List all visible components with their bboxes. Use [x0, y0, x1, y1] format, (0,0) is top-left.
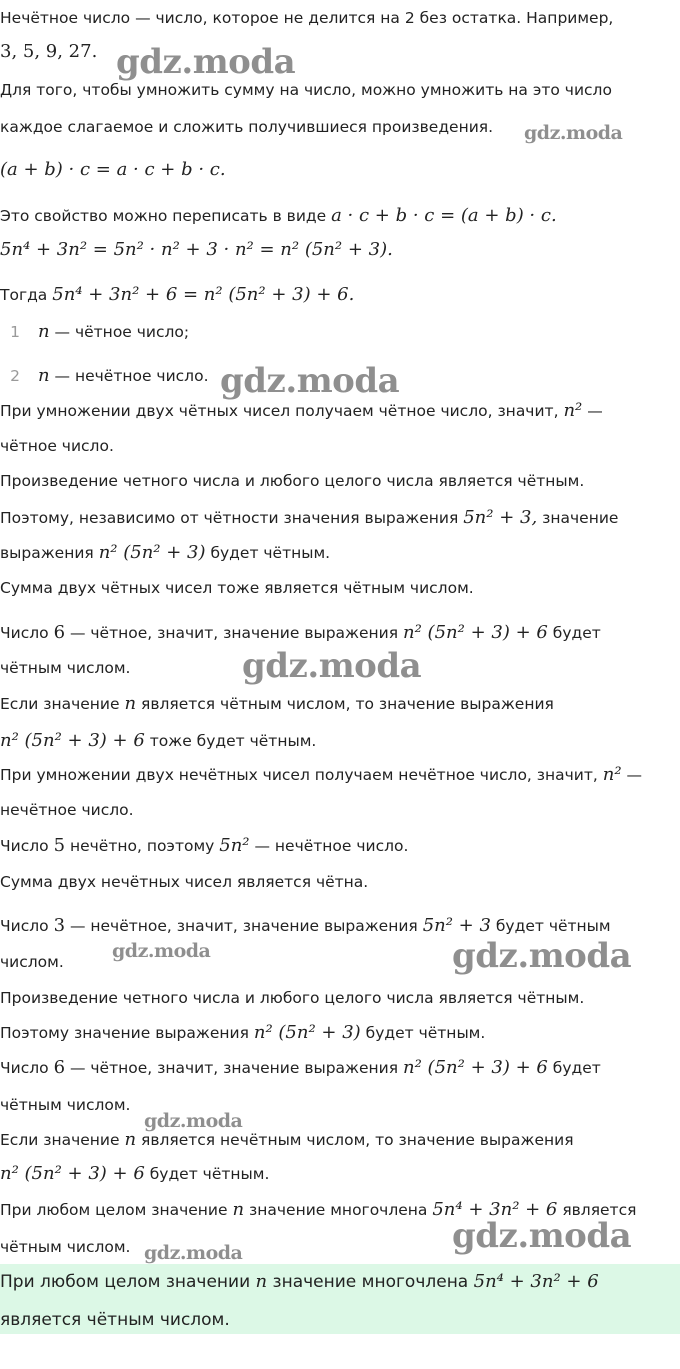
text-line: При умножении двух чётных чисел получаем чётное число, значит, n² —	[0, 400, 603, 421]
text-line: Поэтому значение выражения n² (5n² + 3) будет чётным.	[0, 1022, 486, 1043]
watermark: gdz.moda	[452, 936, 632, 976]
text-line: n² (5n² + 3) + 6 будет чётным.	[0, 1163, 270, 1184]
formula: (a + b) · c = a · c + b · c.	[0, 159, 226, 180]
text-line: чётным числом.	[0, 1096, 131, 1114]
watermark: gdz.moda	[144, 1242, 243, 1264]
text-line: Нечётное число — число, которое не делится на 2 без остатка. Например,	[0, 9, 614, 27]
watermark: gdz.moda	[452, 1216, 632, 1256]
text-line: каждое слагаемое и сложить получившиеся произведения.	[0, 118, 494, 136]
text-line: n² (5n² + 3) + 6 тоже будет чётным.	[0, 730, 317, 751]
text-line: Сумма двух нечётных чисел является чётна.	[0, 873, 369, 891]
text-line: Число 6 — чётное, значит, значение выражения n² (5n² + 3) + 6 будет	[0, 622, 601, 643]
watermark: gdz.moda	[112, 940, 211, 962]
watermark: gdz.moda	[242, 646, 422, 686]
text-line: Для того, чтобы умножить сумму на число, можно умножить на это число	[0, 81, 612, 99]
text-line: Число 6 — чётное, значит, значение выражения n² (5n² + 3) + 6 будет	[0, 1057, 601, 1078]
list-item: 1 n — чётное число;	[0, 322, 189, 342]
text-line: Число 3 — нечётное, значит, значение выражения 5n² + 3 будет чётным	[0, 915, 611, 936]
formula: 5n⁴ + 3n² = 5n² · n² + 3 · n² = n² (5n² + 3).	[0, 239, 393, 260]
text-line: чётное число.	[0, 437, 114, 455]
text-line: Поэтому, независимо от чётности значения выражения 5n² + 3, значение	[0, 507, 619, 528]
watermark: gdz.moda	[144, 1110, 243, 1132]
text-line: Сумма двух чётных чисел тоже является чётным числом.	[0, 579, 474, 597]
text-line: При умножении двух нечётных чисел получаем нечётное число, значит, n² —	[0, 764, 643, 785]
watermark: gdz.moda	[524, 122, 623, 144]
watermark: gdz.moda	[220, 361, 400, 401]
text-line: числом.	[0, 953, 64, 971]
text-line: Произведение четного числа и любого целого числа является чётным.	[0, 472, 585, 490]
text-line: Число 5 нечётно, поэтому 5n² — нечётное число.	[0, 835, 409, 856]
list-number: 1	[10, 323, 20, 341]
text-line: чётным числом.	[0, 1238, 131, 1256]
list-item: 2 n — нечётное число.	[0, 366, 209, 386]
list-number: 2	[10, 367, 20, 385]
text-line: Если значение n является нечётным числом, то значение выражения	[0, 1129, 574, 1150]
text-line: выражения n² (5n² + 3) будет чётным.	[0, 542, 331, 563]
text-line: При любом целом значение n значение многочлена 5n⁴ + 3n² + 6 является	[0, 1199, 637, 1220]
text-line: Произведение четного числа и любого целого числа является чётным.	[0, 989, 585, 1007]
math-line: 3, 5, 9, 27.	[0, 41, 98, 62]
text-line: чётным числом.	[0, 659, 131, 677]
text-line: нечётное число.	[0, 801, 134, 819]
answer-line: является чётным числом.	[0, 1310, 230, 1330]
text-line: Тогда 5n⁴ + 3n² + 6 = n² (5n² + 3) + 6.	[0, 284, 355, 305]
answer-line: При любом целом значении n значение многочлена 5n⁴ + 3n² + 6	[0, 1271, 599, 1292]
watermark: gdz.moda	[116, 42, 296, 82]
text-line: Если значение n является чётным числом, то значение выражения	[0, 693, 554, 714]
text-line: Это свойство можно переписать в виде a · c + b · c = (a + b) · c.	[0, 205, 557, 226]
